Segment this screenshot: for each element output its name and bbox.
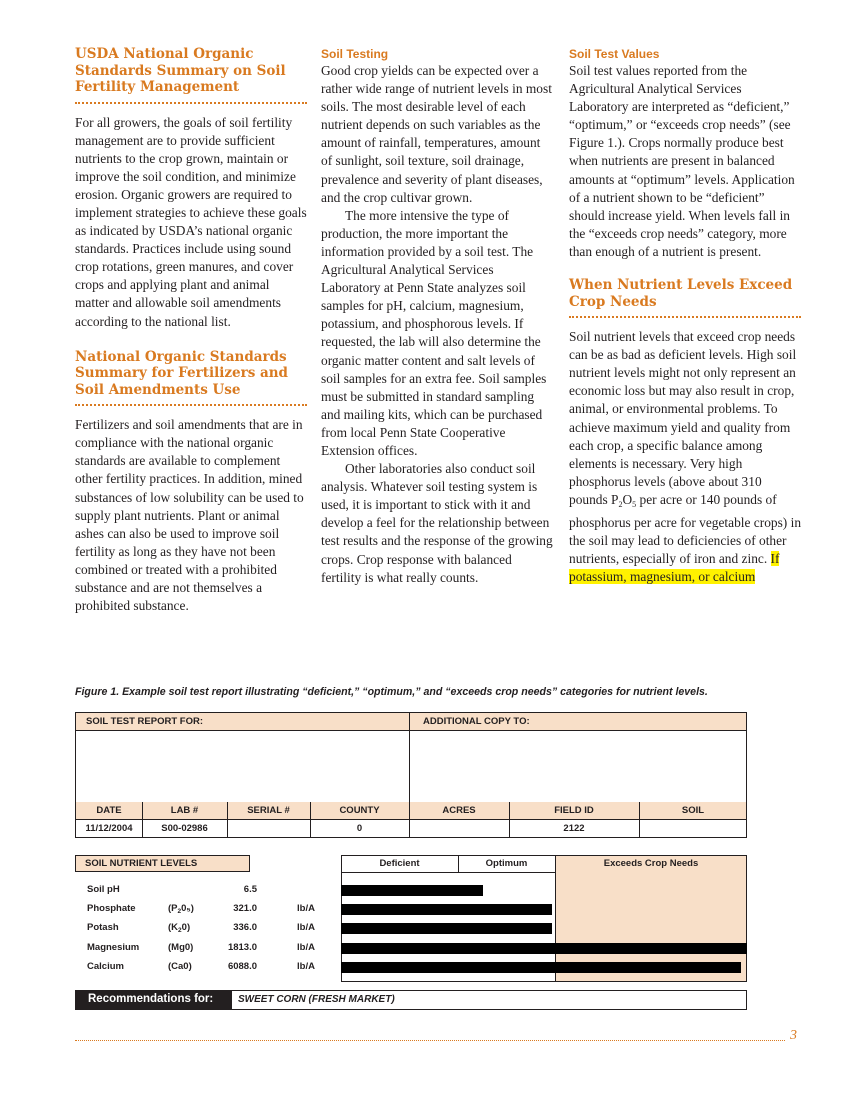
column-2: [321, 46, 553, 587]
highlighted-text: If potassium, magnesium, or calcium: [569, 551, 780, 585]
category-deficient: Deficient: [379, 858, 420, 869]
header-county: COUNTY: [339, 805, 380, 816]
paragraph-soil-testing-2: The more intensive the type of production, the more important the information provided by a soil test. The Agricultural Analytical Services Laboratory at Penn State analyzes soil samples for pH, calcium, magnesium, potassium, and phosphorous levels. If requested, the lab will also determine the organic matter content and salt levels of soil samples for an extra fee. Soil samples must be submitted in standard sampling and mailing kits, which can be purchased from local Penn State Cooperative Extension offices.: [321, 207, 547, 458]
category-optimum: Optimum: [485, 858, 528, 869]
heading-fertilizers-amendments: National Organic Standards Summary for Fertilizers and Soil Amendments Use: [75, 349, 307, 407]
header-field-id: FIELD ID: [554, 805, 594, 816]
header-date: DATE: [96, 805, 122, 816]
paragraph-fertilizers: Fertilizers and soil amendments that are in compliance with the national organic standards are available to complement other fertility practices. In addition, mined substances of low solubility can be used to supply plant nutrients. Plant or animal ashes can also be used to improve soil fertility as long as they have not been combined or treated with a prohibited substance and are not themselves a prohibited substance.: [75, 417, 304, 614]
nutrient-level-bar: [341, 904, 552, 915]
additional-copy-label: ADDITIONAL COPY TO:: [423, 716, 530, 727]
nutrient-formula: (Ca0): [168, 960, 192, 972]
nutrient-unit: lb/A: [297, 941, 315, 953]
header-acres: ACRES: [442, 805, 476, 816]
nutrient-value: 336.0: [233, 922, 257, 934]
recommendations-crop: SWEET CORN (FRESH MARKET): [238, 994, 395, 1005]
nutrient-value: 1813.0: [227, 941, 257, 953]
heading-soil-testing: Soil Testing: [321, 47, 389, 61]
footer-rule: [75, 1040, 785, 1041]
paragraph-soil-fertility: For all growers, the goals of soil fertility management are to provide sufficient nutrients to the crop grown, maintain or improve the soil condition, and minimize erosion. Organic growers are required to implement strategies to achieve these goals as indicated by USDA’s national organic standards. Practices include using sound crop rotations, green manures, and cover crops and applying plant and animal matter and allowable soil amendments according to the national list.: [75, 114, 307, 329]
nutrient-level-bar: [341, 962, 741, 973]
value-field-id: 2122: [563, 823, 585, 834]
nutrient-name: Soil pH: [87, 884, 120, 895]
heading-soil-test-values: Soil Test Values: [569, 47, 660, 61]
nutrient-name: Calcium: [87, 960, 124, 972]
nutrient-value: 321.0: [233, 903, 257, 915]
nutrient-formula: $(K_20)$: [168, 922, 191, 935]
heading-usda-soil-fertility: USDA National Organic Standards Summary on Soil Fertility Management: [75, 46, 307, 104]
nutrient-formula: $(P_20_5)$: [168, 903, 194, 916]
nutrient-name: Potash: [87, 922, 119, 934]
paragraph-soil-testing-1: Good crop yields can be expected over a rather wide range of nutrient levels in most soils. The most desirable level of each nutrient depends on such variables as the amount of rainfall, temperatures, amount of sunlight, soil texture, soil drainage, prevalence and severity of plant diseases, and the crop cultivar grown.: [321, 63, 552, 205]
nutrient-formula: (Mg0): [168, 941, 194, 953]
nutrient-name: Phosphate: [87, 903, 136, 915]
value-lab: S00-02986: [161, 823, 208, 834]
recommendations-label: Recommendations for:: [88, 993, 214, 1005]
nutrient-level-bar: [341, 943, 747, 954]
column-3: [569, 46, 801, 586]
nutrient-name: Magnesium: [87, 941, 140, 953]
page-number: 3: [790, 1028, 797, 1043]
heading-nutrient-levels-exceed: When Nutrient Levels Exceed Crop Needs: [569, 277, 801, 318]
figure-caption: Figure 1. Example soil test report illustrating “deficient,” “optimum,” and “exceeds crop needs” categories for nutrient levels.: [75, 686, 708, 698]
paragraph-soil-testing-3: Other laboratories also conduct soil analysis. Whatever soil testing system is used, it is important to stick with it and develop a feel for the relationship between test results and the response of the growing crops. Crop response with balanced fertility is what really counts.: [321, 461, 553, 585]
value-date: 11/12/2004: [85, 823, 133, 834]
value-county: 0: [356, 823, 363, 834]
report-divider: [409, 713, 410, 802]
nutrient-unit: lb/A: [297, 922, 315, 934]
nutrient-title: SOIL NUTRIENT LEVELS: [85, 858, 198, 869]
nutrient-level-bar: [341, 923, 552, 934]
nutrient-level-bar: [341, 885, 483, 896]
cat-underline: [341, 872, 555, 873]
paragraph-nutrient-levels-exceed: Soil nutrient levels that exceed crop needs can be as bad as deficient levels. High soil nutrient levels might not only represent an economic loss but may also result in crop, animal, or environmental problems. To achieve maximum yield and quality from each crop, a specific balance among elements is necessary. Very high phosphorus levels (above about 310 pounds $P_2O_5$ per acre or 140 pounds of phosphorus per acre for vegetable crops) in the soil may lead to deficiencies of other nutrients, especially of iron and zinc. If potassium, magnesium, or calcium: [569, 329, 802, 585]
nutrient-unit: lb/A: [297, 960, 315, 972]
header-soil: SOIL: [681, 805, 705, 816]
nutrient-value: 6088.0: [227, 960, 257, 972]
soil-test-report: [75, 712, 747, 838]
nutrient-unit: lb/A: [297, 903, 315, 915]
paragraph-soil-test-values: Soil test values reported from the Agricultural Analytical Services Laboratory are interpreted as “deficient,” “optimum,” or “exceeds crop needs” (see Figure 1.). Crops normally produce best when nutrients are present in balanced amounts at “optimum” levels. Application of a nutrient shown to be “deficient” should increase yield. When levels fall in the “exceeds crop needs” category, more than enough of a nutrient is present.: [569, 63, 795, 259]
report-for-label: SOIL TEST REPORT FOR:: [86, 716, 203, 727]
soil-nutrient-levels: [75, 855, 747, 982]
recommendations-bar: [75, 990, 747, 1010]
nutrient-value: 6.5: [243, 884, 257, 895]
category-exceeds: Exceeds Crop Needs: [603, 858, 699, 869]
column-1: [75, 46, 307, 615]
header-lab: LAB #: [170, 805, 199, 816]
header-serial: SERIAL #: [247, 805, 290, 816]
